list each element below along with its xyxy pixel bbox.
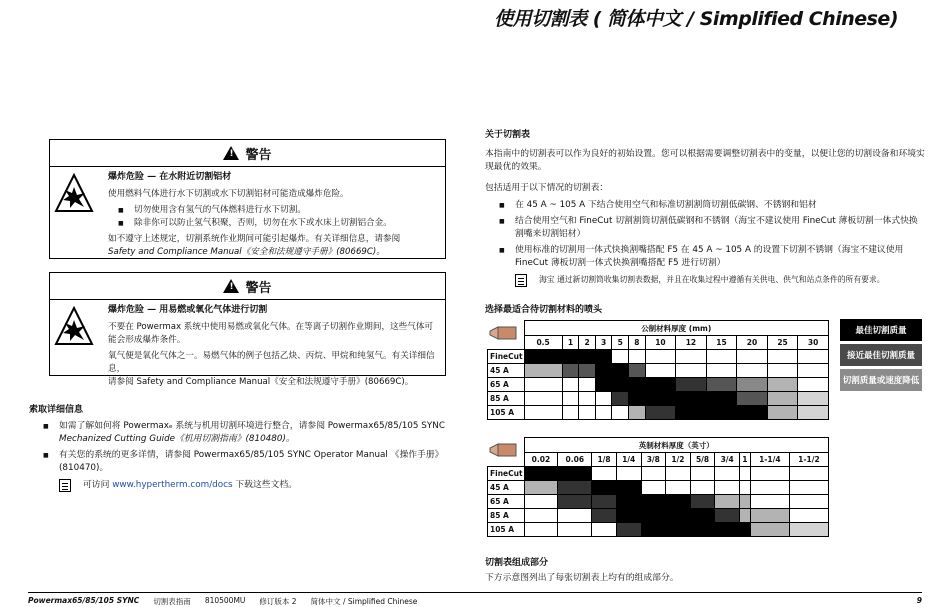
thickness-col-header: 3/4 — [715, 453, 740, 467]
quality-cell — [524, 523, 558, 537]
thickness-col-header: 3/8 — [641, 453, 666, 467]
quality-cell — [579, 350, 596, 364]
more-info-note: 可访问 www.hypertherm.com/docs 下载这些文档。 — [83, 480, 297, 490]
thickness-col-header: 10 — [645, 336, 676, 350]
quality-cell — [798, 406, 829, 420]
quality-cell — [562, 392, 579, 406]
components-paragraph: 下方示意图列出了每张切割表上均有的组成部分。 — [485, 573, 679, 583]
about-bullet: ■ 使用标准的切割用一体式快换割嘴搭配 F5 在 45 A ~ 105 A 的设置下切割不锈钢（海宝不建议使用 FineCut 薄板切割一体式快换割嘴搭配 F5 进行切割） — [515, 244, 925, 270]
table-row — [488, 364, 829, 378]
quality-cell — [767, 378, 798, 392]
quality-cell — [645, 378, 676, 392]
components-heading: 切割表组成部分 — [485, 558, 549, 568]
nozzle-row-label: FineCut — [488, 467, 525, 481]
table-row — [488, 350, 829, 364]
quality-cell — [562, 378, 579, 392]
legend-best: 最佳切割质量 — [840, 319, 922, 341]
quality-cell — [562, 364, 579, 378]
quality-cell — [629, 350, 646, 364]
quality-cell — [612, 378, 629, 392]
quality-cell — [592, 467, 617, 481]
warning-paragraph: 不要在 Powermax 系统中使用易燃或氧化气体。在等离子切割作业期间，这些气体可能会形成爆炸条件。 — [108, 322, 434, 345]
quality-cell — [706, 406, 737, 420]
quality-cell — [641, 509, 666, 523]
nozzle-row-label: 105 A — [488, 406, 525, 420]
quality-cell — [645, 392, 676, 406]
quality-cell — [666, 481, 691, 495]
more-info-heading: 索取详细信息 — [29, 405, 84, 415]
quality-cell — [524, 509, 558, 523]
quality-cell — [715, 481, 740, 495]
quality-cell — [524, 495, 558, 509]
quality-cell — [715, 523, 740, 537]
quality-cell — [592, 495, 617, 509]
quality-cell — [616, 509, 641, 523]
quality-cell — [715, 509, 740, 523]
quality-cell — [740, 495, 751, 509]
footer-part: 810500MU — [204, 596, 246, 605]
quality-cell — [690, 523, 715, 537]
thickness-col-header: 25 — [767, 336, 798, 350]
quality-cell — [629, 364, 646, 378]
quality-cell — [592, 509, 617, 523]
quality-cell — [616, 481, 641, 495]
quality-cell — [524, 406, 562, 420]
quality-cell — [666, 495, 691, 509]
quality-cell — [641, 467, 666, 481]
quality-cell — [715, 467, 740, 481]
quality-cell — [767, 406, 798, 420]
quality-cell — [750, 481, 789, 495]
table-row — [488, 509, 829, 523]
about-section — [485, 127, 925, 287]
more-info-bullet: ■ 如需了解如何将 Powermaxₑ 系统与机用切割环境进行整合，请参阅 Powermax65/85/105 SYNC Mechanized Cutting Guide《机用切割指南》(810480)。 — [59, 420, 479, 446]
explosion-hazard-icon — [54, 306, 94, 346]
quality-cell — [676, 378, 707, 392]
footer-language: 简体中文 / Simplified Chinese — [310, 597, 418, 606]
quality-cell — [740, 467, 751, 481]
thickness-col-header: 5/8 — [690, 453, 715, 467]
quality-cell — [641, 495, 666, 509]
table-row — [488, 495, 829, 509]
quality-cell — [641, 481, 666, 495]
quality-cell — [789, 523, 828, 537]
quality-cell — [595, 406, 612, 420]
quality-cell — [676, 406, 707, 420]
quality-cell — [592, 481, 617, 495]
warning-label: 警告 — [245, 147, 272, 163]
quality-cell — [676, 350, 707, 364]
more-info-bullet: ■ 有关您的系统的更多详情，请参阅 Powermax65/85/105 SYNC Operator Manual 《操作手册》(810470)。 — [59, 449, 479, 475]
quality-cell — [798, 378, 829, 392]
page-number: 9 — [916, 596, 922, 605]
quality-cell — [737, 364, 768, 378]
table-row — [488, 481, 829, 495]
quality-cell — [676, 392, 707, 406]
quality-cell — [595, 378, 612, 392]
quality-cell — [579, 406, 596, 420]
quality-cell — [629, 378, 646, 392]
quality-cell — [612, 406, 629, 420]
quality-cell — [579, 392, 596, 406]
quality-cell — [767, 392, 798, 406]
warning-bullet: ■ 除非你可以防止氢气积聚，否则，切勿在水下或水床上切割铝合金。 — [134, 217, 435, 230]
quality-cell — [558, 495, 592, 509]
quality-cell — [740, 509, 751, 523]
quality-cell — [579, 378, 596, 392]
table-row — [488, 406, 829, 420]
quality-cell — [666, 509, 691, 523]
page-footer — [28, 596, 922, 607]
quality-cell — [558, 509, 592, 523]
thickness-col-header: 5 — [612, 336, 629, 350]
quality-cell — [612, 364, 629, 378]
warning-header — [50, 140, 445, 167]
quality-cell — [666, 467, 691, 481]
thickness-col-header: 15 — [706, 336, 737, 350]
thickness-col-header: 1/2 — [666, 453, 691, 467]
explosion-hazard-icon — [54, 173, 94, 213]
quality-cell — [789, 495, 828, 509]
quality-cell — [737, 406, 768, 420]
warning-label: 警告 — [245, 280, 272, 296]
thickness-col-header: 0.06 — [558, 453, 592, 467]
thickness-col-header: 20 — [737, 336, 768, 350]
quality-cell — [789, 509, 828, 523]
quality-cell — [629, 406, 646, 420]
quality-cell — [676, 364, 707, 378]
thickness-col-header: 8 — [629, 336, 646, 350]
quality-cell — [592, 523, 617, 537]
quality-cell — [798, 350, 829, 364]
legend-near-best: 接近最佳切割质量 — [840, 344, 922, 366]
quality-cell — [798, 392, 829, 406]
warning-triangle-icon: ! — [223, 279, 239, 293]
quality-cell — [579, 364, 596, 378]
quality-cell — [737, 392, 768, 406]
quality-cell — [740, 523, 751, 537]
quality-cell — [616, 495, 641, 509]
select-nozzle-heading: 选择最适合待切割材料的喷头 — [485, 305, 603, 315]
nozzle-row-label: 45 A — [488, 481, 525, 495]
thickness-col-header: 1-1/2 — [789, 453, 828, 467]
warning-bullet: ■ 切勿使用含有氢气的气体燃料进行水下切割。 — [134, 204, 435, 217]
quality-cell — [715, 495, 740, 509]
quality-cell — [690, 481, 715, 495]
quality-cell — [750, 495, 789, 509]
warning-box-underwater — [49, 139, 446, 259]
quality-cell — [629, 392, 646, 406]
warning-subtitle: 爆炸危险 — 用易燃或氧化气体进行切割 — [108, 305, 268, 315]
warning-footer: 如不遵守上述规定，切割系统作业期间可能引起爆炸。有关详细信息，请参阅 — [108, 234, 401, 244]
quality-cell — [524, 467, 558, 481]
warning-subtitle: 爆炸危险 — 在水附近切割铝材 — [108, 172, 232, 182]
thickness-col-header: 1/4 — [616, 453, 641, 467]
docs-link[interactable]: www.hypertherm.com/docs — [112, 480, 233, 490]
quality-cell — [706, 364, 737, 378]
quality-cell — [645, 364, 676, 378]
nozzle-row-label: 105 A — [488, 523, 525, 537]
quality-cell — [595, 364, 612, 378]
quality-cell — [740, 481, 751, 495]
about-heading: 关于切割表 — [485, 130, 531, 140]
footer-doc: 切割表指南 — [153, 597, 191, 606]
table-row — [488, 467, 829, 481]
quality-cell — [524, 350, 562, 364]
table-row — [488, 378, 829, 392]
quality-cell — [690, 467, 715, 481]
cut-quality-legend — [840, 319, 922, 394]
quality-cell — [645, 406, 676, 420]
quality-cell — [558, 467, 592, 481]
nozzle-row-label: 85 A — [488, 509, 525, 523]
quality-cell — [616, 467, 641, 481]
quality-cell — [690, 509, 715, 523]
quality-cell — [737, 378, 768, 392]
quality-cell — [524, 392, 562, 406]
quality-cell — [595, 350, 612, 364]
quality-cell — [612, 392, 629, 406]
imperial-cut-table — [487, 437, 829, 537]
warning-reference: Safety and Compliance Manual《安全和法规遵守手册》(80669C)。 — [108, 247, 385, 257]
nozzle-row-label: 65 A — [488, 495, 525, 509]
thickness-col-header: 3 — [595, 336, 612, 350]
footer-rev: 修订版本 2 — [259, 597, 297, 606]
quality-cell — [562, 406, 579, 420]
more-info-section — [29, 402, 479, 492]
quality-cell — [524, 378, 562, 392]
nozzle-row-label: FineCut — [488, 350, 525, 364]
thickness-col-header: 0.02 — [524, 453, 558, 467]
note-icon — [515, 274, 527, 287]
nozzle-row-label: 45 A — [488, 364, 525, 378]
warning-paragraph: 氧气便是氧化气体之一。易燃气体的例子包括乙炔、丙烷、甲烷和纯氢气。有关详细信息， — [108, 351, 435, 374]
nozzle-row-label: 85 A — [488, 392, 525, 406]
metric-cut-table — [487, 320, 829, 420]
footer-divider — [28, 592, 922, 593]
warning-header — [50, 273, 445, 300]
quality-cell — [798, 364, 829, 378]
about-note: 海宝 通过新切割筒收集切割表数据，并且在收集过程中遵循有关供电、供气和站点条件的所有要求。 — [539, 275, 885, 284]
quality-cell — [666, 523, 691, 537]
quality-cell — [562, 350, 579, 364]
footer-product: Powermax65/85/105 SYNC — [28, 596, 140, 605]
thickness-col-header: 1 — [562, 336, 579, 350]
quality-cell — [612, 350, 629, 364]
quality-cell — [767, 364, 798, 378]
quality-cell — [750, 523, 789, 537]
quality-cell — [524, 481, 558, 495]
quality-cell — [737, 350, 768, 364]
thickness-col-header: 1-1/4 — [750, 453, 789, 467]
note-icon — [59, 479, 71, 492]
thickness-col-header: 0.5 — [524, 336, 562, 350]
about-bullet: ■ 结合使用空气和 FineCut 切割割筒切割低碳钢和不锈钢（海宝不建议使用 FineCut 薄板切割一体式快换割嘴来切割铝材） — [515, 215, 925, 241]
quality-cell — [616, 523, 641, 537]
quality-cell — [558, 523, 592, 537]
quality-cell — [789, 467, 828, 481]
nozzle-row-label: 65 A — [488, 378, 525, 392]
thickness-col-header: 2 — [579, 336, 596, 350]
about-intro: 包括适用于以下情况的切割表： — [485, 183, 609, 193]
quality-cell — [645, 350, 676, 364]
quality-cell — [750, 509, 789, 523]
quality-cell — [524, 364, 562, 378]
quality-cell — [750, 467, 789, 481]
quality-cell — [706, 350, 737, 364]
imperial-table-title: 英制材料厚度（英寸） — [524, 438, 829, 453]
quality-cell — [789, 481, 828, 495]
components-section — [485, 555, 679, 585]
thickness-col-header: 1/8 — [592, 453, 617, 467]
quality-cell — [690, 495, 715, 509]
legend-reduced: 切割质量或速度降低 — [840, 369, 922, 391]
quality-cell — [706, 392, 737, 406]
warning-intro: 使用燃料气体进行水下切割或水下切割铝材可能造成爆炸危险。 — [108, 189, 349, 199]
metric-table-title: 公制材料厚度 (mm) — [524, 321, 829, 336]
thickness-col-header: 12 — [676, 336, 707, 350]
table-row — [488, 523, 829, 537]
thickness-col-header: 1 — [740, 453, 751, 467]
quality-cell — [767, 350, 798, 364]
quality-cell — [595, 392, 612, 406]
quality-cell — [558, 481, 592, 495]
warning-reference: 请参阅 Safety and Compliance Manual《安全和法规遵守手册》(80669C)。 — [108, 377, 414, 387]
quality-cell — [641, 523, 666, 537]
page-title: 使用切割表 ( 简体中文 / Simplified Chinese) — [494, 8, 898, 30]
warning-box-flammable-gas — [49, 272, 446, 387]
about-paragraph: 本指南中的切割表可以作为良好的初始设置。您可以根据需要调整切割表中的变量，以便让您的切割设备和环境实现最优的效果。 — [485, 149, 925, 172]
table-row — [488, 392, 829, 406]
about-bullet: ■ 在 45 A ~ 105 A 下结合使用空气和标准切割割筒切割低碳钢、不锈钢和铝材 — [515, 199, 925, 212]
quality-cell — [706, 378, 737, 392]
thickness-col-header: 30 — [798, 336, 829, 350]
warning-triangle-icon: ! — [223, 146, 239, 160]
